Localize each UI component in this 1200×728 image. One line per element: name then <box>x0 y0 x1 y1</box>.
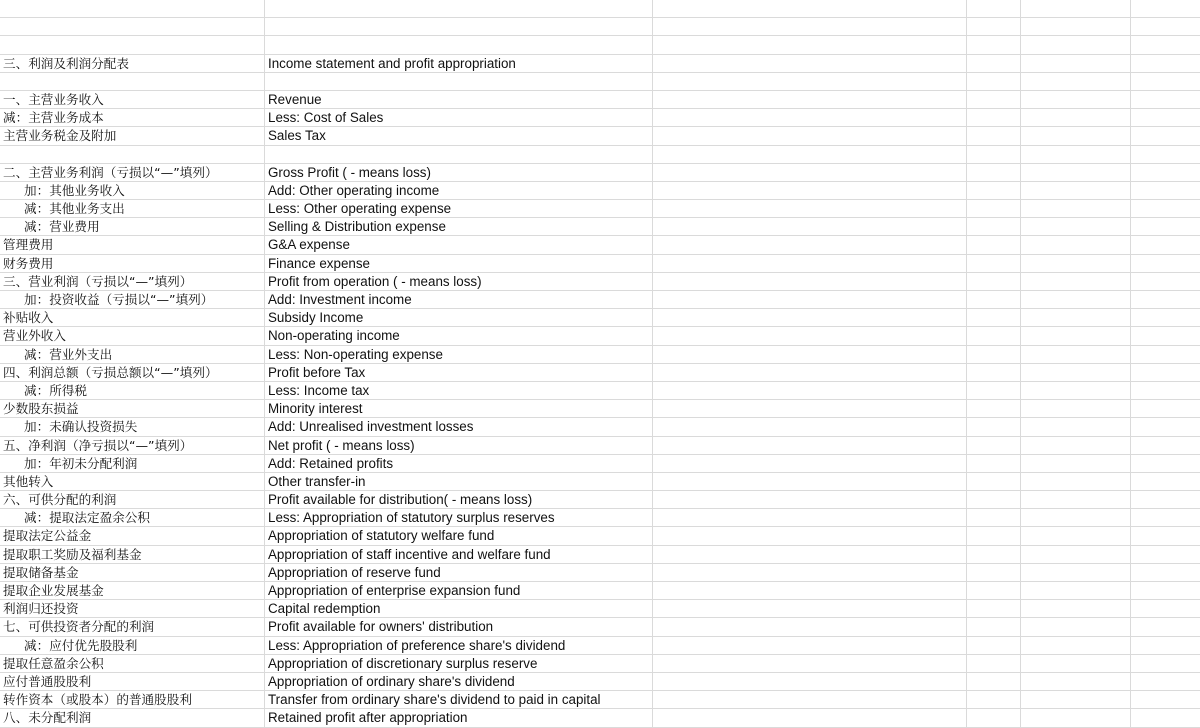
cell-chinese-label[interactable]: 三、营业利润（亏损以“—”填列） <box>0 273 265 290</box>
empty-cell[interactable] <box>1131 709 1200 726</box>
empty-cell[interactable] <box>1131 509 1200 526</box>
empty-cell[interactable] <box>1021 364 1131 381</box>
cell-english-label[interactable]: Finance expense <box>265 255 653 272</box>
table-row <box>0 0 1200 18</box>
empty-cell[interactable] <box>967 564 1021 581</box>
empty-cell[interactable] <box>967 109 1021 126</box>
table-row <box>0 36 1200 54</box>
cell-chinese-label[interactable]: 提取任意盈余公积 <box>0 655 265 672</box>
empty-cell[interactable] <box>1021 91 1131 108</box>
cell-chinese-label[interactable]: 二、主营业务利润（亏损以“—”填列） <box>0 164 265 181</box>
cell-chinese-label[interactable] <box>0 36 265 53</box>
empty-cell[interactable] <box>653 55 967 72</box>
empty-cell[interactable] <box>653 527 967 544</box>
cell-english-label[interactable]: Retained profit after appropriation <box>265 709 653 726</box>
cell-english-label[interactable] <box>265 18 653 35</box>
empty-cell[interactable] <box>967 291 1021 308</box>
cell-english-label[interactable]: Less: Other operating expense <box>265 200 653 217</box>
cell-chinese-label[interactable]: 减：提取法定盈余公积 <box>0 509 265 526</box>
empty-cell[interactable] <box>1021 527 1131 544</box>
cell-chinese-label[interactable] <box>0 73 265 90</box>
empty-cell[interactable] <box>967 91 1021 108</box>
empty-cell[interactable] <box>967 255 1021 272</box>
empty-cell[interactable] <box>1021 618 1131 635</box>
cell-chinese-label[interactable]: 减：营业外支出 <box>0 346 265 363</box>
empty-cell[interactable] <box>1131 618 1200 635</box>
cell-chinese-label[interactable]: 一、主营业务收入 <box>0 91 265 108</box>
empty-cell[interactable] <box>967 582 1021 599</box>
empty-cell[interactable] <box>1021 18 1131 35</box>
empty-cell[interactable] <box>1131 55 1200 72</box>
empty-cell[interactable] <box>653 364 967 381</box>
cell-chinese-label[interactable]: 减：应付优先股股利 <box>0 637 265 654</box>
table-row <box>0 527 1200 545</box>
empty-cell[interactable] <box>653 691 967 708</box>
empty-cell[interactable] <box>653 455 967 472</box>
table-row <box>0 73 1200 91</box>
empty-cell[interactable] <box>653 91 967 108</box>
cell-chinese-label[interactable]: 少数股东损益 <box>0 400 265 417</box>
empty-cell[interactable] <box>653 400 967 417</box>
empty-cell[interactable] <box>967 364 1021 381</box>
cell-english-label[interactable]: Profit available for owners' distribution <box>265 618 653 635</box>
table-row <box>0 236 1200 254</box>
table-row <box>0 364 1200 382</box>
empty-cell[interactable] <box>967 36 1021 53</box>
empty-cell[interactable] <box>1131 255 1200 272</box>
cell-english-label[interactable] <box>265 36 653 53</box>
empty-cell[interactable] <box>1131 291 1200 308</box>
empty-cell[interactable] <box>653 146 967 163</box>
cell-english-label[interactable]: Profit from operation ( - means loss) <box>265 273 653 290</box>
empty-cell[interactable] <box>1021 600 1131 617</box>
cell-english-label[interactable]: Subsidy Income <box>265 309 653 326</box>
empty-cell[interactable] <box>1131 437 1200 454</box>
cell-english-label[interactable]: Gross Profit ( - means loss) <box>265 164 653 181</box>
empty-cell[interactable] <box>653 73 967 90</box>
empty-cell[interactable] <box>967 55 1021 72</box>
empty-cell[interactable] <box>1131 109 1200 126</box>
cell-english-label[interactable]: Less: Income tax <box>265 382 653 399</box>
cell-chinese-label[interactable] <box>0 0 265 17</box>
table-row <box>0 673 1200 691</box>
cell-chinese-label[interactable] <box>0 146 265 163</box>
cell-chinese-label[interactable]: 减：所得税 <box>0 382 265 399</box>
empty-cell[interactable] <box>1021 200 1131 217</box>
cell-chinese-label[interactable]: 加：年初未分配利润 <box>0 455 265 472</box>
empty-cell[interactable] <box>1021 509 1131 526</box>
table-row <box>0 564 1200 582</box>
table-row <box>0 109 1200 127</box>
table-row <box>0 491 1200 509</box>
table-row <box>0 382 1200 400</box>
empty-cell[interactable] <box>653 200 967 217</box>
empty-cell[interactable] <box>653 582 967 599</box>
empty-cell[interactable] <box>1131 127 1200 144</box>
empty-cell[interactable] <box>1131 473 1200 490</box>
empty-cell[interactable] <box>1021 400 1131 417</box>
empty-cell[interactable] <box>1021 236 1131 253</box>
empty-cell[interactable] <box>1021 455 1131 472</box>
empty-cell[interactable] <box>967 182 1021 199</box>
cell-english-label[interactable]: Appropriation of enterprise expansion fund <box>265 582 653 599</box>
empty-cell[interactable] <box>967 473 1021 490</box>
table-row <box>0 509 1200 527</box>
empty-cell[interactable] <box>653 236 967 253</box>
empty-cell[interactable] <box>1131 382 1200 399</box>
empty-cell[interactable] <box>1131 164 1200 181</box>
cell-english-label[interactable]: Less: Cost of Sales <box>265 109 653 126</box>
empty-cell[interactable] <box>1131 218 1200 235</box>
cell-english-label[interactable] <box>265 146 653 163</box>
cell-chinese-label[interactable]: 财务费用 <box>0 255 265 272</box>
empty-cell[interactable] <box>967 600 1021 617</box>
cell-english-label[interactable] <box>265 73 653 90</box>
cell-english-label[interactable]: Less: Non-operating expense <box>265 346 653 363</box>
empty-cell[interactable] <box>653 346 967 363</box>
cell-chinese-label[interactable]: 加：其他业务收入 <box>0 182 265 199</box>
cell-english-label[interactable]: Less: Appropriation of preference share's dividend <box>265 637 653 654</box>
empty-cell[interactable] <box>653 36 967 53</box>
empty-cell[interactable] <box>1131 146 1200 163</box>
empty-cell[interactable] <box>1131 564 1200 581</box>
empty-cell[interactable] <box>653 564 967 581</box>
empty-cell[interactable] <box>967 18 1021 35</box>
empty-cell[interactable] <box>967 527 1021 544</box>
cell-english-label[interactable]: G&A expense <box>265 236 653 253</box>
empty-cell[interactable] <box>1021 691 1131 708</box>
empty-cell[interactable] <box>1021 673 1131 690</box>
empty-cell[interactable] <box>1131 600 1200 617</box>
empty-cell[interactable] <box>1021 55 1131 72</box>
cell-chinese-label[interactable]: 三、利润及利润分配表 <box>0 55 265 72</box>
empty-cell[interactable] <box>653 255 967 272</box>
empty-cell[interactable] <box>967 437 1021 454</box>
table-row <box>0 327 1200 345</box>
table-row <box>0 218 1200 236</box>
cell-chinese-label[interactable]: 加：未确认投资损失 <box>0 418 265 435</box>
table-row <box>0 55 1200 73</box>
table-row <box>0 182 1200 200</box>
cell-english-label[interactable]: Appropriation of discretionary surplus reserve <box>265 655 653 672</box>
empty-cell[interactable] <box>1131 91 1200 108</box>
empty-cell[interactable] <box>1021 309 1131 326</box>
cell-english-label[interactable]: Add: Investment income <box>265 291 653 308</box>
empty-cell[interactable] <box>967 218 1021 235</box>
empty-cell[interactable] <box>1131 582 1200 599</box>
empty-cell[interactable] <box>653 546 967 563</box>
cell-english-label[interactable]: Profit before Tax <box>265 364 653 381</box>
table-row <box>0 437 1200 455</box>
empty-cell[interactable] <box>1131 637 1200 654</box>
cell-english-label[interactable]: Selling & Distribution expense <box>265 218 653 235</box>
table-row <box>0 618 1200 636</box>
empty-cell[interactable] <box>967 400 1021 417</box>
table-row <box>0 582 1200 600</box>
cell-chinese-label[interactable]: 其他转入 <box>0 473 265 490</box>
table-row <box>0 691 1200 709</box>
empty-cell[interactable] <box>1131 546 1200 563</box>
empty-cell[interactable] <box>967 346 1021 363</box>
empty-cell[interactable] <box>967 0 1021 17</box>
empty-cell[interactable] <box>653 382 967 399</box>
empty-cell[interactable] <box>967 691 1021 708</box>
table-row <box>0 146 1200 164</box>
empty-cell[interactable] <box>1021 637 1131 654</box>
cell-english-label[interactable]: Sales Tax <box>265 127 653 144</box>
empty-cell[interactable] <box>967 327 1021 344</box>
empty-cell[interactable] <box>653 637 967 654</box>
cell-english-label[interactable]: Other transfer-in <box>265 473 653 490</box>
empty-cell[interactable] <box>1021 437 1131 454</box>
empty-cell[interactable] <box>653 600 967 617</box>
empty-cell[interactable] <box>1021 546 1131 563</box>
empty-cell[interactable] <box>1131 418 1200 435</box>
empty-cell[interactable] <box>653 327 967 344</box>
table-row <box>0 418 1200 436</box>
cell-chinese-label[interactable]: 补贴收入 <box>0 309 265 326</box>
cell-english-label[interactable]: Non-operating income <box>265 327 653 344</box>
empty-cell[interactable] <box>967 200 1021 217</box>
empty-cell[interactable] <box>1131 400 1200 417</box>
cell-chinese-label[interactable]: 提取职工奖励及福利基金 <box>0 546 265 563</box>
empty-cell[interactable] <box>967 618 1021 635</box>
empty-cell[interactable] <box>1131 327 1200 344</box>
empty-cell[interactable] <box>653 127 967 144</box>
cell-chinese-label[interactable]: 提取企业发展基金 <box>0 582 265 599</box>
empty-cell[interactable] <box>653 437 967 454</box>
empty-cell[interactable] <box>653 182 967 199</box>
table-row <box>0 473 1200 491</box>
cell-english-label[interactable]: Minority interest <box>265 400 653 417</box>
cell-chinese-label[interactable]: 应付普通股股利 <box>0 673 265 690</box>
empty-cell[interactable] <box>1131 455 1200 472</box>
empty-cell[interactable] <box>1021 109 1131 126</box>
empty-cell[interactable] <box>967 164 1021 181</box>
empty-cell[interactable] <box>1021 127 1131 144</box>
empty-cell[interactable] <box>1021 655 1131 672</box>
empty-cell[interactable] <box>967 637 1021 654</box>
empty-cell[interactable] <box>1131 236 1200 253</box>
empty-cell[interactable] <box>967 309 1021 326</box>
empty-cell[interactable] <box>967 655 1021 672</box>
cell-english-label[interactable] <box>265 0 653 17</box>
empty-cell[interactable] <box>967 127 1021 144</box>
cell-chinese-label[interactable] <box>0 18 265 35</box>
empty-cell[interactable] <box>1021 73 1131 90</box>
cell-chinese-label[interactable]: 转作资本（或股本）的普通股股利 <box>0 691 265 708</box>
empty-cell[interactable] <box>1021 418 1131 435</box>
empty-cell[interactable] <box>967 491 1021 508</box>
empty-cell[interactable] <box>1131 200 1200 217</box>
empty-cell[interactable] <box>653 109 967 126</box>
cell-chinese-label[interactable]: 减：其他业务支出 <box>0 200 265 217</box>
cell-chinese-label[interactable]: 提取法定公益金 <box>0 527 265 544</box>
table-row <box>0 637 1200 655</box>
cell-english-label[interactable]: Add: Retained profits <box>265 455 653 472</box>
empty-cell[interactable] <box>1021 218 1131 235</box>
table-row <box>0 164 1200 182</box>
empty-cell[interactable] <box>653 18 967 35</box>
empty-cell[interactable] <box>1131 273 1200 290</box>
cell-english-label[interactable]: Appropriation of ordinary share's dividend <box>265 673 653 690</box>
empty-cell[interactable] <box>967 146 1021 163</box>
empty-cell[interactable] <box>1021 382 1131 399</box>
empty-cell[interactable] <box>1131 182 1200 199</box>
empty-cell[interactable] <box>967 455 1021 472</box>
cell-chinese-label[interactable]: 减：营业费用 <box>0 218 265 235</box>
cell-english-label[interactable]: Revenue <box>265 91 653 108</box>
empty-cell[interactable] <box>967 73 1021 90</box>
empty-cell[interactable] <box>1131 655 1200 672</box>
empty-cell[interactable] <box>653 709 967 726</box>
cell-chinese-label[interactable]: 利润归还投资 <box>0 600 265 617</box>
table-row <box>0 709 1200 727</box>
empty-cell[interactable] <box>653 291 967 308</box>
empty-cell[interactable] <box>1131 691 1200 708</box>
table-row <box>0 455 1200 473</box>
empty-cell[interactable] <box>653 418 967 435</box>
cell-chinese-label[interactable]: 加：投资收益（亏损以“—”填列） <box>0 291 265 308</box>
cell-chinese-label[interactable]: 提取储备基金 <box>0 564 265 581</box>
table-row <box>0 400 1200 418</box>
table-row <box>0 546 1200 564</box>
cell-chinese-label[interactable]: 管理费用 <box>0 236 265 253</box>
empty-cell[interactable] <box>1021 273 1131 290</box>
empty-cell[interactable] <box>1021 255 1131 272</box>
empty-cell[interactable] <box>1131 491 1200 508</box>
empty-cell[interactable] <box>1131 673 1200 690</box>
cell-chinese-label[interactable]: 五、净利润（净亏损以“—”填列） <box>0 437 265 454</box>
empty-cell[interactable] <box>967 382 1021 399</box>
empty-cell[interactable] <box>1131 73 1200 90</box>
table-row <box>0 291 1200 309</box>
table-row <box>0 273 1200 291</box>
empty-cell[interactable] <box>1131 364 1200 381</box>
empty-cell[interactable] <box>1021 0 1131 17</box>
cell-english-label[interactable]: Add: Unrealised investment losses <box>265 418 653 435</box>
empty-cell[interactable] <box>1131 36 1200 53</box>
empty-cell[interactable] <box>1131 0 1200 17</box>
empty-cell[interactable] <box>967 418 1021 435</box>
empty-cell[interactable] <box>1021 582 1131 599</box>
empty-cell[interactable] <box>1021 164 1131 181</box>
empty-cell[interactable] <box>653 0 967 17</box>
cell-chinese-label[interactable]: 六、可供分配的利润 <box>0 491 265 508</box>
empty-cell[interactable] <box>1021 709 1131 726</box>
cell-english-label[interactable]: Capital redemption <box>265 600 653 617</box>
empty-cell[interactable] <box>1131 18 1200 35</box>
empty-cell[interactable] <box>1021 291 1131 308</box>
empty-cell[interactable] <box>653 164 967 181</box>
table-row <box>0 18 1200 36</box>
empty-cell[interactable] <box>1021 327 1131 344</box>
cell-chinese-label[interactable]: 七、可供投资者分配的利润 <box>0 618 265 635</box>
empty-cell[interactable] <box>1021 36 1131 53</box>
empty-cell[interactable] <box>1021 182 1131 199</box>
empty-cell[interactable] <box>967 273 1021 290</box>
cell-english-label[interactable]: Profit available for distribution( - means loss) <box>265 491 653 508</box>
cell-chinese-label[interactable]: 主营业务税金及附加 <box>0 127 265 144</box>
empty-cell[interactable] <box>653 509 967 526</box>
cell-chinese-label[interactable]: 八、未分配利润 <box>0 709 265 726</box>
empty-cell[interactable] <box>967 709 1021 726</box>
cell-english-label[interactable]: Add: Other operating income <box>265 182 653 199</box>
cell-english-label[interactable]: Income statement and profit appropriation <box>265 55 653 72</box>
cell-chinese-label[interactable]: 营业外收入 <box>0 327 265 344</box>
empty-cell[interactable] <box>1131 346 1200 363</box>
empty-cell[interactable] <box>967 236 1021 253</box>
table-row <box>0 655 1200 673</box>
empty-cell[interactable] <box>653 218 967 235</box>
empty-cell[interactable] <box>653 309 967 326</box>
empty-cell[interactable] <box>1131 527 1200 544</box>
empty-cell[interactable] <box>653 491 967 508</box>
cell-english-label[interactable]: Net profit ( - means loss) <box>265 437 653 454</box>
empty-cell[interactable] <box>653 273 967 290</box>
empty-cell[interactable] <box>1021 564 1131 581</box>
table-row <box>0 200 1200 218</box>
table-row <box>0 255 1200 273</box>
cell-english-label[interactable]: Appropriation of statutory welfare fund <box>265 527 653 544</box>
table-row <box>0 600 1200 618</box>
empty-cell[interactable] <box>653 473 967 490</box>
cell-english-label[interactable]: Appropriation of staff incentive and welfare fund <box>265 546 653 563</box>
empty-cell[interactable] <box>653 655 967 672</box>
empty-cell[interactable] <box>653 673 967 690</box>
empty-cell[interactable] <box>967 546 1021 563</box>
empty-cell[interactable] <box>1131 309 1200 326</box>
cell-english-label[interactable]: Less: Appropriation of statutory surplus reserves <box>265 509 653 526</box>
table-row <box>0 91 1200 109</box>
table-row <box>0 127 1200 145</box>
empty-cell[interactable] <box>1021 346 1131 363</box>
empty-cell[interactable] <box>1021 473 1131 490</box>
cell-english-label[interactable]: Transfer from ordinary share's dividend to paid in capital <box>265 691 653 708</box>
empty-cell[interactable] <box>967 673 1021 690</box>
cell-english-label[interactable]: Appropriation of reserve fund <box>265 564 653 581</box>
empty-cell[interactable] <box>1021 491 1131 508</box>
cell-chinese-label[interactable]: 减：主营业务成本 <box>0 109 265 126</box>
empty-cell[interactable] <box>967 509 1021 526</box>
table-row <box>0 309 1200 327</box>
cell-chinese-label[interactable]: 四、利润总额（亏损总额以“—”填列） <box>0 364 265 381</box>
empty-cell[interactable] <box>1021 146 1131 163</box>
table-row <box>0 346 1200 364</box>
empty-cell[interactable] <box>653 618 967 635</box>
